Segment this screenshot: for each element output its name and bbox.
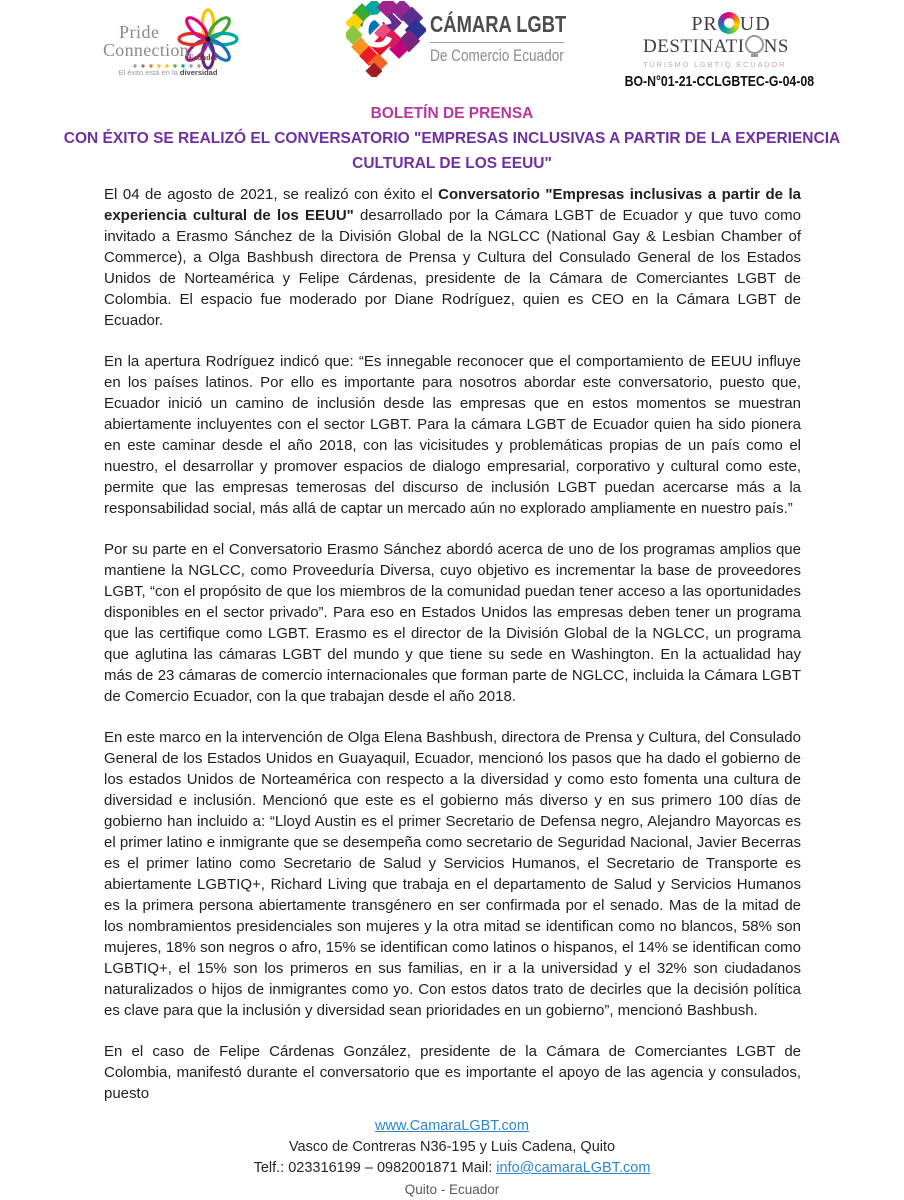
- pride-logo-tagline: [103, 68, 233, 77]
- pride-tagline-prefix: El éxito está en la: [118, 68, 180, 77]
- press-release-body: [104, 184, 801, 1124]
- footer-city: Quito - Ecuador: [404, 1182, 500, 1197]
- proud-destinations-logo: [643, 12, 789, 69]
- proud-logo-line2: [643, 35, 789, 57]
- paragraph-1-text-2: desarrollado por la Cámara LGBT de Ecuador y que tuvo como invitado a Erasmo Sánchez de la División Global de la NGLCC (National Gay & Lesbian Chamber of Commerce), a Olga Bashbush directora de Prensa y Cultura del Consulado General de los Estados Unidos de Norteamérica y Felipe Cárdenas, presidente de la Cámara de Comerciantes LGBT de Colombia. El espacio fue moderado por Diane Rodríguez, quien es CEO en la Cámara LGBT de Ecuador.: [104, 207, 801, 329]
- svg-text:C: C: [360, 5, 394, 57]
- paragraph-2: En la apertura Rodríguez indicó que: “Es innegable reconocer que el comportamiento de EEUU influye en los países latinos. Por ello es importante para nosotros abordar este conversatorio, puesto que, Ecuador inició un camino de inclusión desde las empresas que en estos momentos se muestran abiertamente incluyentes con el sector LGBT. Para la cámara LGBT de Ecuador quien ha sido pionera en este caminar desde el año 2018, con las vicisitudes y problemáticas propias de un país como el nuestro, el desarrollar y promover espacios de dialogo empresarial, corporativo y cultural como este, permite que las empresas temerosas del discurso de inclusión LGBT puedan acercarse más a la responsabilidad social, más allá de captar un mercado aún no explorado ampliamente en nuestro país.”: [104, 353, 801, 517]
- email-link[interactable]: info@camaraLGBT.com: [496, 1160, 651, 1176]
- footer-contact-line: [0, 1158, 904, 1179]
- document-title: BOLETÍN DE PRENSA: [370, 105, 534, 122]
- footer-address: Vasco de Contreras N36-195 y Luis Cadena, Quito: [288, 1139, 616, 1155]
- rainbow-bulb-icon: [718, 12, 740, 34]
- camara-logo-title: CÁMARA LGBT: [430, 11, 567, 37]
- proud-logo-tagline: TURISMO LGBTIQ ECUADOR: [643, 60, 787, 69]
- pride-logo-country: Ecuador: [188, 53, 218, 62]
- paragraph-4: En este marco en la intervención de Olga Elena Bashbush, directora de Prensa y Cultura, del Consulado General de los Estados Unidos en Guayaquil, Ecuador, mencionó los pasos que ha dado el gobierno de los estados Unidos de Norteamérica con respecto a la diversidad y como esto fomenta una cultura de diversidad e inclusión. Mencionó que este es el gobierno más diverso y en sus primero 100 días de gobierno han incluido a: “Lloyd Austin es el primer Secretario de Defensa negro, Alejandro Mayorcas es el primer latino e inmigrante que se desempeña como secretario de Seguridad Nacional, Javier Becerras es el primer latino como Secretario de Salud y Servicios Humanos, el Secretario de Transporte es abiertamente LGBTIQ+, Richard Living que trabaja en el departamento de Salud y Servicios Humanos es la primera persona abiertamente transgénero en ser confirmada por el senado. Mas de la mitad de los nombramientos presidenciales son mujeres y la otra mitad se identifican como no blancos, 58% son mujeres, 18% son negros o afro, 15% se identifican como latinos o hispanos, el 14% se identifican como LGBTIQ+, el 15% son los primeros en sus familias, en ir a la universidad y el 32% son ciudadanos naturalizados o hijos de inmigrantes como yo. Con estos datos trato de decirles que la decisión política es clave para que la inclusión y diversidad sean prioridades en un gobierno”, mencionó Bashbush.: [104, 729, 801, 1019]
- paragraph-1-text: El 04 de agosto de 2021, se realizó con éxito el: [104, 186, 439, 203]
- paragraph-1-bold: Conversatorio "Empresas inclusivas a partir de la experiencia cultural de los EEUU": [104, 186, 801, 224]
- document-subtitle-line2: CULTURAL DE LOS EEUU": [352, 155, 552, 172]
- proud-logo-line1: [679, 12, 783, 34]
- document-subtitle-line1: CON ÉXITO SE REALIZÓ EL CONVERSATORIO "EMPRESAS INCLUSIVAS A PARTIR DE LA EXPERIENCIA: [63, 130, 841, 147]
- footer-phone: Telf.: 023316199 – 0982001871 Mail:: [253, 1160, 497, 1176]
- ecuador-map-icon: [346, 1, 426, 77]
- pride-tagline-bold: diversidad: [179, 68, 218, 77]
- pride-connection-logo: [103, 4, 243, 76]
- bulb-outline-icon: [745, 35, 764, 54]
- proud-word2-pre: DESTINATI: [643, 36, 745, 57]
- camara-logo-subtitle: De Comercio Ecuador: [430, 46, 564, 65]
- pride-logo-word1: Pride: [119, 22, 160, 42]
- camara-lgbt-logo: [346, 1, 576, 79]
- proud-word1-pre: PR: [691, 13, 718, 35]
- paragraph-1: [104, 184, 801, 331]
- title-block: [0, 101, 904, 176]
- paragraph-3: Por su parte en el Conversatorio Erasmo Sánchez abordó acerca de uno de los programas amplios que mantiene la NGLCC, como Proveeduría Diversa, cuyo objetivo es incrementar la base de proveedores LGBT, “con el propósito de que los miembros de la comunidad puedan tener acceso a las oportunidades disponibles en el sector privado”. Para eso en Estados Unidos las empresas deben tener un programa que las certifique como LGBT. Erasmo es el director de la División Global de la NGLCC, un programa que aglutina las cámaras LGBT del mundo y que tiene su sede en Washington. En la actualidad hay más de 23 cámaras de comercio internacionales que forman parte de NGLCC, incluida la Cámara LGBT de Comercio Ecuador, con la que trabajan desde el año 2018.: [104, 541, 801, 705]
- website-link[interactable]: www.CamaraLGBT.com: [375, 1118, 529, 1134]
- paragraph-5: En el caso de Felipe Cárdenas González, presidente de la Cámara de Comerciantes LGBT de Colombia, manifestó durante el conversatorio que es importante el apoyo de las agencia y consulados, puesto: [104, 1043, 801, 1102]
- camara-logo-divider: [430, 42, 564, 43]
- bulletin-code: BO-N°01-21-CCLGBTEC-G-04-08: [624, 73, 814, 90]
- footer-website-line: [0, 1116, 904, 1137]
- pride-logo-word2: Connection: [103, 40, 189, 60]
- document-footer: [0, 1116, 904, 1200]
- proud-word2-post: NS: [763, 36, 789, 57]
- letterhead: [0, 0, 904, 100]
- proud-word1-post: UD: [739, 13, 771, 35]
- camara-logo-text: [430, 11, 576, 66]
